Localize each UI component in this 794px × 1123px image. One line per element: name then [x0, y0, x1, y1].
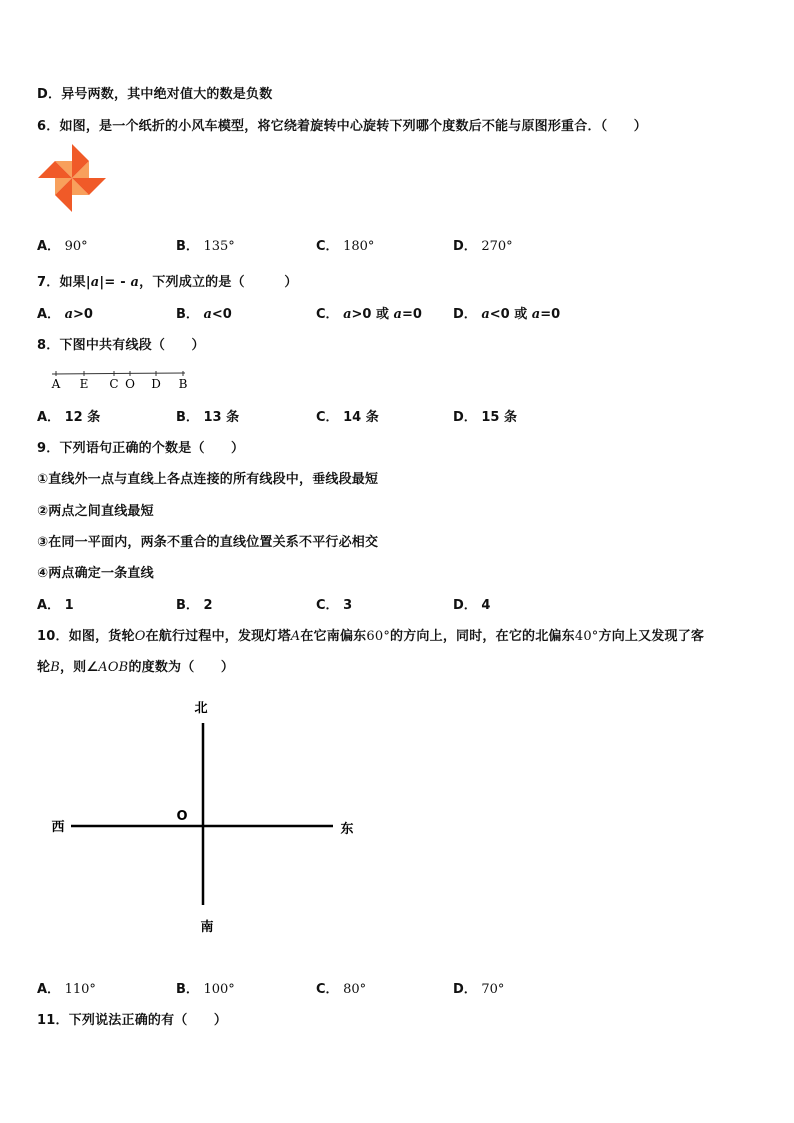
pinwheel-blade — [72, 178, 106, 195]
q9-stem: 9．下列语句正确的个数是（ ） — [37, 441, 245, 456]
q6-option-c: C． 180° — [316, 239, 375, 254]
q6-option-b: B． 135° — [176, 239, 235, 254]
point-label-e: E — [79, 377, 89, 391]
north-label: 北 — [194, 701, 208, 716]
point-label-b: B — [178, 377, 188, 391]
origin-label: O — [176, 809, 188, 824]
q6-option-a: A． 90° — [37, 239, 88, 254]
point-label-o: O — [125, 377, 135, 391]
q10-option-a: A． 110° — [37, 982, 96, 997]
segment-figure — [48, 366, 198, 394]
q10-stem-line1: 10．如图，货轮O在航行过程中，发现灯塔A在它南偏东60°的方向上，同时，在它的北偏东40°方向上又发现了客 — [37, 629, 705, 644]
q9-statement-4: ④两点确定一条直线 — [37, 566, 154, 581]
q7-option-b: B． a<0 — [176, 307, 232, 322]
q9-statement-1: ①直线外一点与直线上各点连接的所有线段中，垂线段最短 — [37, 472, 379, 487]
pinwheel-blade — [72, 144, 89, 178]
point-label-a: A — [51, 377, 61, 391]
q7-option-d: D． a<0 或 a=0 — [453, 307, 561, 322]
q11-stem: 11．下列说法正确的有（ ） — [37, 1013, 228, 1028]
q7-stem: 7．如果|a|= - a，下列成立的是（ ） — [37, 275, 298, 290]
q9-option-c: C． 3 — [316, 598, 353, 613]
west-label: 西 — [51, 820, 65, 835]
q8-option-a: A． 12 条 — [37, 410, 101, 425]
q10-option-d: D． 70° — [453, 982, 505, 997]
east-label: 东 — [340, 822, 354, 837]
segment-line — [52, 373, 185, 374]
q6-option-d: D． 270° — [453, 239, 513, 254]
pinwheel-blade — [55, 178, 72, 212]
south-label: 南 — [200, 920, 214, 935]
q9-option-b: B． 2 — [176, 598, 213, 613]
q9-option-d: D． 4 — [453, 598, 491, 613]
q10-stem-line2: 轮B，则∠AOB的度数为（ ） — [37, 660, 235, 675]
point-label-d: D — [151, 377, 161, 391]
q8-option-b: B． 13 条 — [176, 410, 240, 425]
q8-stem: 8．下图中共有线段（ ） — [37, 338, 205, 353]
point-label-c: C — [109, 377, 119, 391]
pinwheel-figure — [37, 144, 107, 212]
q5-option-d: D．异号两数，其中绝对值大的数是负数 — [37, 87, 273, 102]
q9-statement-2: ②两点之间直线最短 — [37, 504, 154, 519]
q9-statement-3: ③在同一平面内，两条不重合的直线位置关系不平行必相交 — [37, 535, 379, 550]
compass-diagram — [40, 695, 370, 940]
q9-option-a: A． 1 — [37, 598, 74, 613]
q6-stem: 6．如图，是一个纸折的小风车模型，将它绕着旋转中心旋转下列哪个度数后不能与原图形重合．（ ） — [37, 119, 647, 134]
q8-option-c: C． 14 条 — [316, 410, 379, 425]
q10-option-b: B． 100° — [176, 982, 235, 997]
q10-option-c: C． 80° — [316, 982, 367, 997]
pinwheel-blade — [38, 161, 72, 178]
q7-option-a: A． a>0 — [37, 307, 93, 322]
q7-option-c: C． a>0 或 a=0 — [316, 307, 422, 322]
q8-option-d: D． 15 条 — [453, 410, 517, 425]
